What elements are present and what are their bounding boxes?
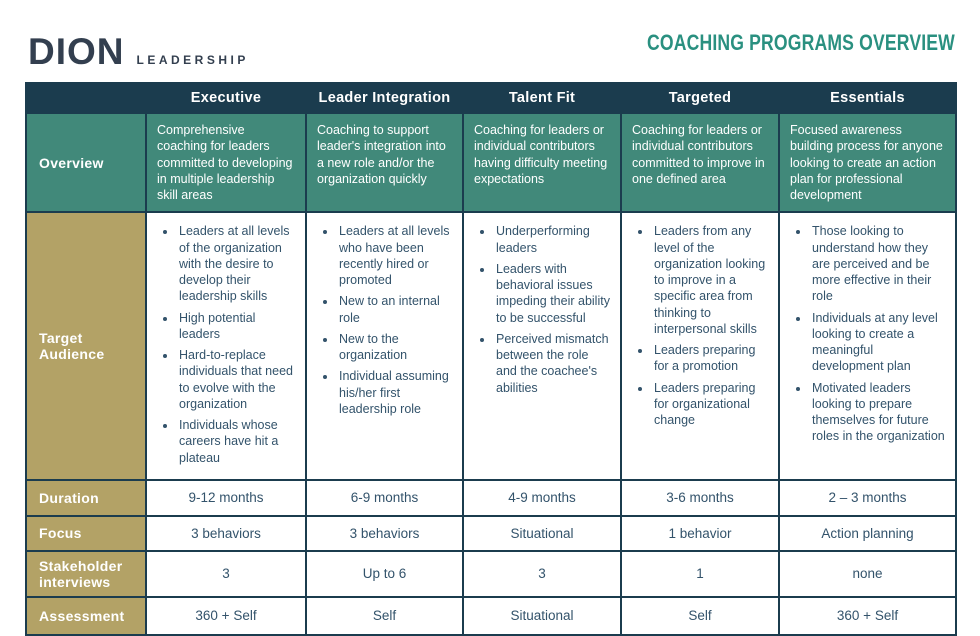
table-row-assessment bbox=[26, 597, 956, 635]
cell-assessment-4: Self bbox=[621, 597, 779, 635]
row-label-stakeholder-interviews: Stakeholder interviews bbox=[26, 551, 146, 597]
cell-target-audience-3 bbox=[463, 212, 621, 480]
bullet-item: • Individual assuming his/her first leadership role bbox=[337, 368, 454, 417]
cell-stakeholder-interviews-2: Up to 6 bbox=[306, 551, 463, 597]
cell-stakeholder-interviews-1: 3 bbox=[146, 551, 306, 597]
cell-overview-3: Coaching for leaders or individual contributors having difficulty meeting expectations bbox=[463, 113, 621, 212]
row-label-overview: Overview bbox=[26, 113, 146, 212]
cell-overview-2: Coaching to support leader's integration into a new role and/or the organization quickly bbox=[306, 113, 463, 212]
column-header-1: Executive bbox=[146, 83, 306, 113]
logo-wordmark: DION bbox=[28, 31, 125, 72]
table-row-duration bbox=[26, 480, 956, 516]
cell-target-audience-2 bbox=[306, 212, 463, 480]
row-label-focus: Focus bbox=[26, 516, 146, 551]
row-label-target-audience: Target Audience bbox=[26, 212, 146, 480]
bullet-list bbox=[786, 223, 947, 444]
bullet-list bbox=[313, 223, 454, 417]
column-header-row bbox=[26, 83, 956, 113]
table-row-target-audience bbox=[26, 212, 956, 480]
cell-duration-3: 4-9 months bbox=[463, 480, 621, 516]
column-header-2: Leader Integration bbox=[306, 83, 463, 113]
cell-assessment-1: 360 + Self bbox=[146, 597, 306, 635]
cell-focus-4: 1 behavior bbox=[621, 516, 779, 551]
row-label-assessment: Assessment bbox=[26, 597, 146, 635]
bullet-list bbox=[628, 223, 770, 428]
bullet-item: • Leaders at all levels who have been recently hired or promoted bbox=[337, 223, 454, 288]
cell-stakeholder-interviews-4: 1 bbox=[621, 551, 779, 597]
cell-duration-5: 2 – 3 months bbox=[779, 480, 956, 516]
cell-focus-1: 3 behaviors bbox=[146, 516, 306, 551]
dion-leadership-logo bbox=[28, 33, 249, 70]
table-row-focus bbox=[26, 516, 956, 551]
cell-duration-1: 9-12 months bbox=[146, 480, 306, 516]
bullet-item: • New to the organization bbox=[337, 331, 454, 364]
table-row-stakeholder-interviews bbox=[26, 551, 956, 597]
column-header-4: Targeted bbox=[621, 83, 779, 113]
bullet-item: • Individuals whose careers have hit a plateau bbox=[177, 417, 297, 466]
row-label-duration: Duration bbox=[26, 480, 146, 516]
cell-stakeholder-interviews-5: none bbox=[779, 551, 956, 597]
page-header bbox=[0, 0, 980, 70]
bullet-list bbox=[470, 223, 612, 396]
page-title: COACHING PROGRAMS OVERVIEW bbox=[647, 30, 955, 55]
programs-comparison-table bbox=[25, 82, 957, 636]
cell-assessment-3: Situational bbox=[463, 597, 621, 635]
bullet-item: • Leaders preparing for a promotion bbox=[652, 342, 770, 375]
bullet-item: • Those looking to understand how they are perceived and be more effective in their role bbox=[810, 223, 947, 304]
column-header-3: Talent Fit bbox=[463, 83, 621, 113]
column-header-5: Essentials bbox=[779, 83, 956, 113]
cell-target-audience-5 bbox=[779, 212, 956, 480]
cell-target-audience-1 bbox=[146, 212, 306, 480]
logo-subtitle: LEADERSHIP bbox=[136, 53, 249, 67]
cell-overview-1: Comprehensive coaching for leaders committed to developing in multiple leadership skill areas bbox=[146, 113, 306, 212]
cell-focus-5: Action planning bbox=[779, 516, 956, 551]
bullet-item: • Hard-to-replace individuals that need to evolve with the organization bbox=[177, 347, 297, 412]
cell-focus-2: 3 behaviors bbox=[306, 516, 463, 551]
cell-stakeholder-interviews-3: 3 bbox=[463, 551, 621, 597]
bullet-item: • Leaders from any level of the organization looking to improve in a specific area from thinking to interpersonal skills bbox=[652, 223, 770, 337]
cell-assessment-5: 360 + Self bbox=[779, 597, 956, 635]
cell-overview-4: Coaching for leaders or individual contributors committed to improve in one defined area bbox=[621, 113, 779, 212]
bullet-item: • Individuals at any level looking to create a meaningful development plan bbox=[810, 310, 947, 375]
cell-overview-5: Focused awareness building process for anyone looking to create an action plan for professional development bbox=[779, 113, 956, 212]
cell-target-audience-4 bbox=[621, 212, 779, 480]
cell-assessment-2: Self bbox=[306, 597, 463, 635]
bullet-item: • Leaders at all levels of the organization with the desire to develop their leadership skills bbox=[177, 223, 297, 304]
bullet-item: • High potential leaders bbox=[177, 310, 297, 343]
bullet-item: • Leaders with behavioral issues impeding their ability to be successful bbox=[494, 261, 612, 326]
table-row-overview bbox=[26, 113, 956, 212]
cell-focus-3: Situational bbox=[463, 516, 621, 551]
bullet-item: • New to an internal role bbox=[337, 293, 454, 326]
bullet-item: • Perceived mismatch between the role and the coachee's abilities bbox=[494, 331, 612, 396]
bullet-item: • Motivated leaders looking to prepare themselves for future roles in the organization bbox=[810, 380, 947, 445]
bullet-item: • Underperforming leaders bbox=[494, 223, 612, 256]
cell-duration-2: 6-9 months bbox=[306, 480, 463, 516]
corner-cell bbox=[26, 83, 146, 113]
bullet-item: • Leaders preparing for organizational change bbox=[652, 380, 770, 429]
programs-table-container bbox=[0, 70, 980, 636]
cell-duration-4: 3-6 months bbox=[621, 480, 779, 516]
bullet-list bbox=[153, 223, 297, 466]
